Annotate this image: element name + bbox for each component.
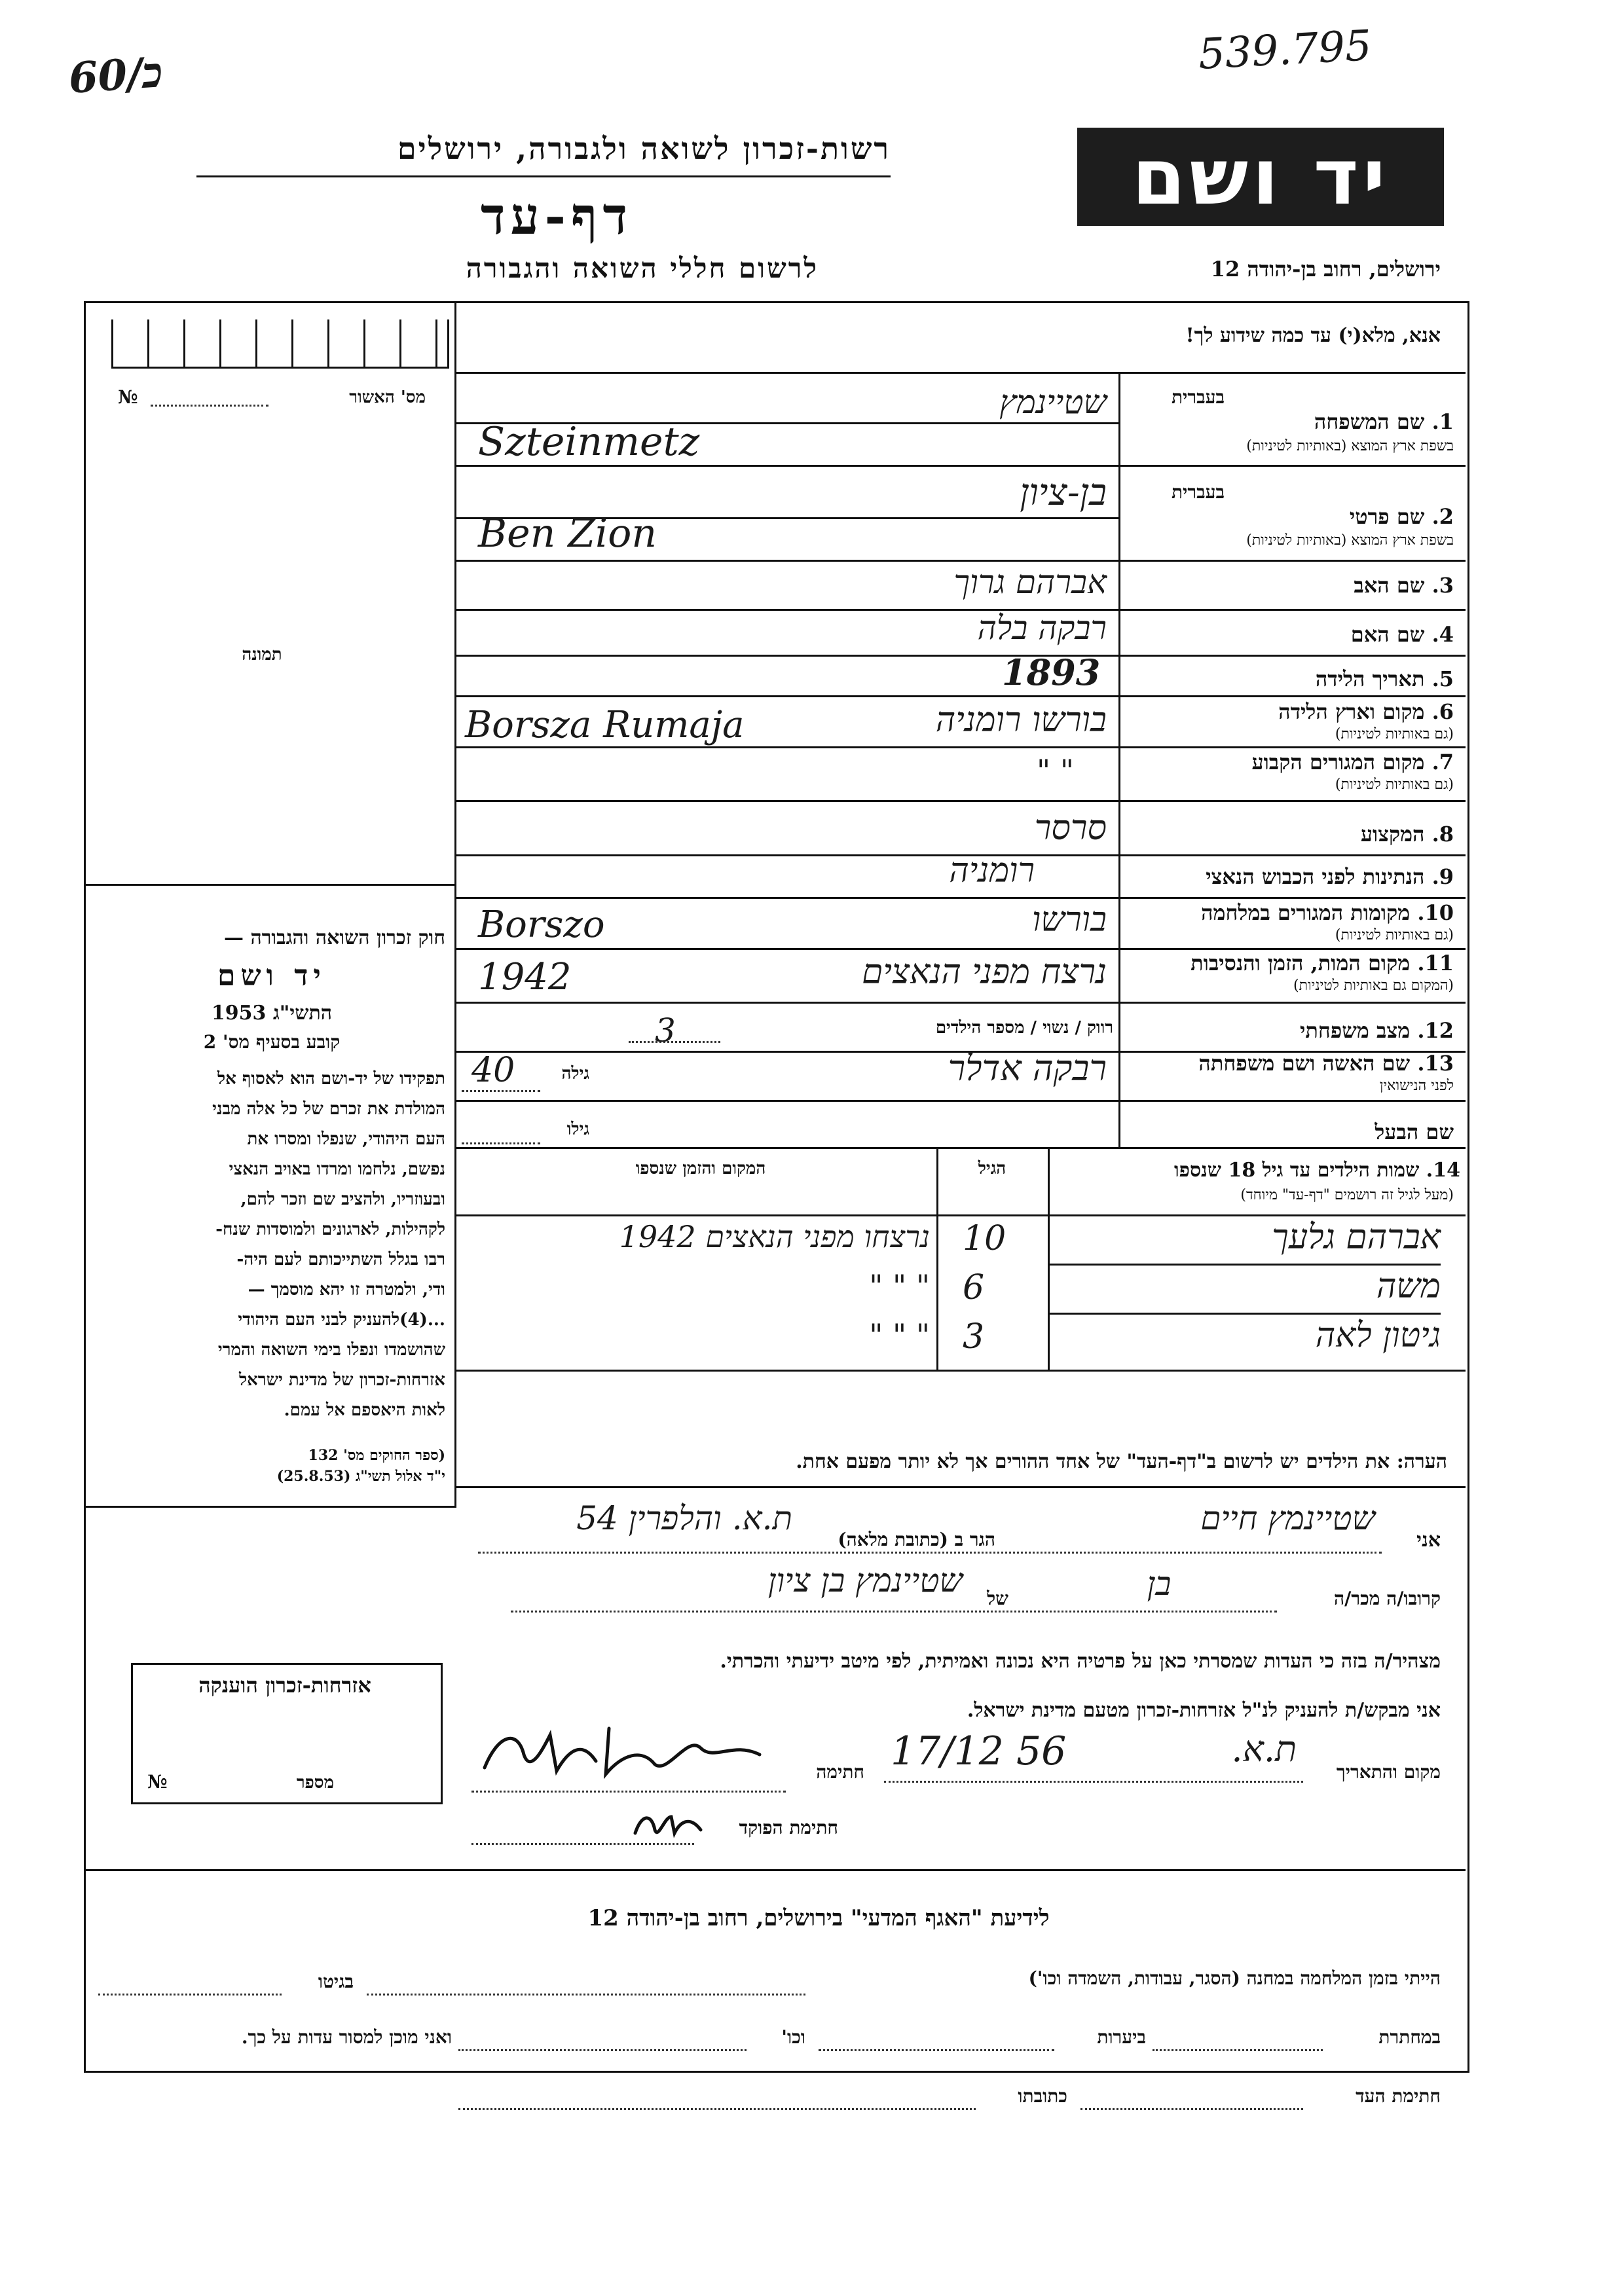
place-value: ת.א. xyxy=(1231,1728,1297,1770)
footer-line1-b: בגיטו xyxy=(318,1971,354,1992)
residence-value: " " xyxy=(1037,753,1074,788)
yad-vashem-logo: יד ושם xyxy=(1077,128,1444,226)
family-name-hebrew-tag: בעברית xyxy=(1171,386,1225,408)
child-age: 3 xyxy=(963,1317,985,1357)
subject-name: שטיינמץ בן ציון xyxy=(767,1561,963,1599)
children-place-header: המקום והזמן שנספו xyxy=(635,1159,766,1178)
mother-name-label: 4. שם האם xyxy=(1350,622,1454,647)
family-name-hebrew-value: שטיינמץ xyxy=(999,383,1107,421)
husband-name-label: שם הבעל xyxy=(1375,1120,1454,1144)
family-name-label: 1. שם המשפחה xyxy=(1314,409,1454,434)
family-name-latin-value: Szteinmetz xyxy=(478,419,700,465)
birth-place-label: 6. מקום וארץ הלידה xyxy=(1278,699,1454,724)
birth-place-latin-value: Borsza Rumaja xyxy=(465,704,745,746)
approval-no-mark: № xyxy=(118,386,138,408)
birth-date-label: 5. תאריך הלידה xyxy=(1315,666,1454,691)
footer-line2-c: וכו' xyxy=(781,2026,805,2048)
children-sub: (מעל לגיל זה רושמים "דף-עד" מיוחד) xyxy=(1240,1187,1454,1203)
mother-name-value: רבקה בלה xyxy=(977,609,1107,647)
father-name-value: אברהם גרוך xyxy=(953,563,1107,601)
wife-name-sub: לפני הנישואין xyxy=(1379,1078,1454,1094)
doc-subtitle: לרשום חללי השואה והגבורה xyxy=(466,252,819,284)
wartime-residence-latin-value: Borszo xyxy=(478,903,605,946)
child-place: " " " xyxy=(869,1317,930,1353)
wartime-residence-label: 10. מקומות המגורים במלחמה xyxy=(1201,900,1454,925)
child-name: גיטון לאה xyxy=(1315,1316,1441,1355)
given-name-hebrew-value: בן-ציון xyxy=(1020,471,1107,514)
footer-line2-a: במחתרת xyxy=(1378,2026,1441,2048)
authority-title: רשות-זכרון לשואה ולגבורה, ירושלים xyxy=(397,131,891,166)
citizenship-no-label: מספר xyxy=(296,1773,334,1793)
wife-age-label: גילה xyxy=(561,1064,589,1084)
death-place-hebrew-value: נרצח מפני הנאצים xyxy=(861,953,1107,992)
declarant-name: שטיינמץ חיים xyxy=(1200,1499,1375,1537)
child-name: אברהם גלעך xyxy=(1272,1218,1441,1257)
children-count-value: 3 xyxy=(655,1011,676,1049)
officer-signature-label: חתימת הפוקד xyxy=(739,1817,838,1838)
declarant-ani: אני xyxy=(1416,1529,1441,1552)
marital-status-label: 12. מצב משפחתי xyxy=(1300,1018,1454,1043)
given-name-label: 2. שם פרטי xyxy=(1349,504,1454,529)
footer-line2-b: ביערות xyxy=(1097,2026,1146,2048)
death-place-year-value: 1942 xyxy=(478,956,572,998)
photo-label: תמונה xyxy=(242,645,282,665)
birth-place-hebrew-value: בורשו רומניה xyxy=(935,701,1107,740)
footer-line3-a: חתימת העד xyxy=(1356,2085,1441,2107)
law-body: תפקידו של יד-ושם הוא לאסוף אל המולדת את זכרם של כל אלה מבני העם היהודי, שנפלו ומסרו את נפשם, נלחמו ומרדו באויב הנאצי ובעוזריו, ולהציב שם וזכר להם, לקהילות, לארגונים ולמוסדות שנח- רבו בגלל השתייכותם לעם היה- ודי, ולמטרה זו יהא מוסמך — ...(4)להעניק לבני העם היהודי שהושמדו ונפלו בימי השואה והמרי אזרחות-זכרון של מדינת ישראל לאות היאספם אל עמם. xyxy=(212,1069,445,1420)
label-column-divider xyxy=(1118,372,1120,1148)
residence-sub: (גם באותיות לטיניות) xyxy=(1335,776,1454,793)
citizenship-label: 9. הנתינות לפני הכבוש הנאצי xyxy=(1206,864,1454,889)
file-number: 539.795 xyxy=(1197,22,1373,79)
death-place-sub: (המקום גם באותיות לטיניות) xyxy=(1293,977,1454,994)
relative-label: קרובו/ה מכר/ה xyxy=(1333,1588,1441,1609)
children-label: 14. שמות הילדים עד גיל 18 שנספו xyxy=(1173,1159,1460,1182)
law-source-date: י"ד אלול תשי"ג (25.8.53) xyxy=(276,1468,445,1485)
footer-line2-d: ואני מוכן למסור עדות על כך. xyxy=(241,2026,452,2048)
declarant-signature xyxy=(471,1709,786,1787)
father-name-label: 3. שם האב xyxy=(1354,573,1454,598)
law-name: יד ושם xyxy=(217,959,326,993)
left-column-divider xyxy=(454,301,456,1506)
law-source: (ספר החוקים מס' 132 xyxy=(308,1447,445,1464)
footer-title: לידיעת "האגף המדעי" בירושלים, רחוב בן-יהודה 12 xyxy=(587,1905,1050,1931)
signature-label: חתימה xyxy=(816,1761,864,1783)
approval-ticks xyxy=(111,319,449,369)
law-title: חוק זכרון השואה והגבורה — xyxy=(224,926,445,949)
death-place-label: 11. מקום המות, הזמן והנסיבות xyxy=(1190,951,1454,975)
given-name-latin-value: Ben Zion xyxy=(478,511,657,556)
children-age-header: הגיל xyxy=(978,1159,1006,1178)
statement: מצהיר/ה בזה כי העדות שמסרתי כאן על פרטיה היא נכונה ואמיתית, לפי מיטב ידיעתי והכרתי. xyxy=(720,1650,1441,1673)
declarant-address: ת.א. והלפרין 54 xyxy=(576,1499,792,1537)
doc-title: דף-עד xyxy=(481,187,633,246)
footer-line3-b: כתובתו xyxy=(1018,2085,1067,2107)
wartime-residence-sub: (גם באותיות לטיניות) xyxy=(1335,927,1454,943)
birth-date-value: 1893 xyxy=(1002,651,1101,693)
citizenship-title: אזרחות-זכרון הוענקה xyxy=(198,1673,371,1698)
child-name: משה xyxy=(1376,1267,1441,1306)
given-name-sub: בשפת ארץ המוצא (באותיות לטיניות) xyxy=(1246,532,1454,549)
wartime-residence-hebrew-value: בורשו xyxy=(1031,900,1107,939)
children-note: הערה: את הילדים יש לרשום ב"דף-העד" של אחד ההורים אך לא יותר מפעם אחת. xyxy=(796,1450,1447,1473)
residing-label: הגר ב (כתובת מלאה) xyxy=(838,1529,995,1550)
instruction: אנא, מלא(י) עד כמה שידוע לך! xyxy=(1185,324,1441,347)
footer-line1-a: הייתי בזמן המלחמה במחנה (הסגר, עבודות, השמדה וכו') xyxy=(1028,1967,1441,1989)
child-place: " " " xyxy=(869,1268,930,1303)
approval-label: מס' האשור xyxy=(349,388,426,407)
address: ירושלים, רחוב בן-יהודה 12 xyxy=(1210,257,1441,282)
of-label: של xyxy=(987,1588,1008,1609)
wife-name-label: 13. שם האשה ושם משפחתה xyxy=(1198,1051,1454,1076)
profession-value: סרסר xyxy=(1034,809,1107,848)
authority-underline xyxy=(196,175,891,177)
place-date-label: מקום והתאריך xyxy=(1336,1761,1441,1783)
child-age: 6 xyxy=(963,1268,985,1307)
marital-status-inline: רווק / נשוי / מספר הילדים xyxy=(935,1018,1113,1038)
given-name-hebrew-tag: בעברית xyxy=(1171,481,1225,503)
officer-signature xyxy=(629,1804,707,1843)
law-years: התשי"ג 1953 xyxy=(211,1002,333,1025)
child-place: נרצחו מפני הנאצים 1942 xyxy=(619,1219,930,1254)
husband-age-label: גילו xyxy=(566,1120,589,1139)
profession-label: 8. המקצוע xyxy=(1360,822,1454,847)
residence-label: 7. מקום המגורים הקבוע xyxy=(1251,750,1454,774)
family-name-sub: בשפת ארץ המוצא (באותיות לטיניות) xyxy=(1246,438,1454,454)
date-value: 17/12 56 xyxy=(891,1728,1067,1774)
child-age: 10 xyxy=(963,1219,1006,1258)
citizenship-no-mark: № xyxy=(147,1771,168,1793)
relation-value: בן xyxy=(1147,1565,1172,1603)
wife-name-value: רבקה אדלר xyxy=(948,1048,1107,1089)
request: אני מבקש/ת להעניק לנ"ל אזרחות-זכרון מטעם מדינת ישראל. xyxy=(967,1699,1441,1722)
wife-age-value: 40 xyxy=(471,1051,515,1090)
law-clause: קובע בסעיף מס' 2 xyxy=(203,1031,341,1053)
corner-note: 60/כ xyxy=(67,48,165,103)
birth-place-sub: (גם באותיות לטיניות) xyxy=(1335,726,1454,742)
citizenship-value: רומניה xyxy=(949,851,1035,890)
